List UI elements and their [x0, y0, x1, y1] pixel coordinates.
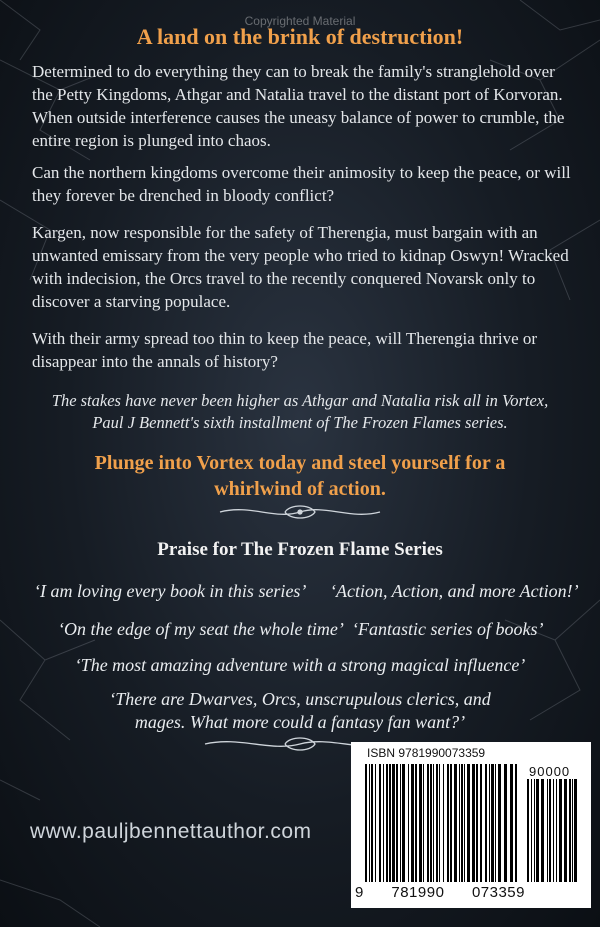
barcode-bar — [459, 764, 460, 882]
barcode-bar — [375, 764, 376, 882]
praise-title: Praise for The Frozen Flame Series — [157, 539, 443, 560]
review-quote-4: ‘Fantastic series of books’ — [352, 619, 544, 639]
barcode-bar — [439, 764, 440, 882]
barcode-bar — [549, 779, 551, 882]
review-quote-5: ‘The most amazing adventure with a strong magical influence’ — [74, 655, 526, 675]
barcode-bar — [467, 764, 470, 882]
review-quote-1: ‘I am loving every book in this series’ — [34, 581, 307, 601]
barcode-digits-right: 073359 — [471, 884, 525, 901]
barcode-bar — [402, 764, 405, 882]
barcode-bar — [371, 764, 373, 882]
barcode-bar — [572, 779, 573, 882]
barcode-bar — [556, 779, 557, 882]
headline: A land on the brink of destruction! — [136, 24, 464, 49]
barcode-bar — [480, 764, 482, 882]
barcode-bar — [559, 779, 562, 882]
barcode-bar — [379, 764, 381, 882]
blurb-paragraph-2: Can the northern kingdoms overcome their animosity to keep the peace, or will they forever be drenched in bloody conflict? — [32, 163, 571, 205]
barcode-bar — [564, 779, 567, 882]
flourish-ornament-top — [215, 500, 385, 524]
barcode-bar — [489, 764, 490, 882]
cta-line-2: whirlwind of action. — [214, 478, 386, 500]
barcode-bar — [365, 764, 367, 882]
barcode-bar — [553, 779, 554, 882]
barcode-bar — [408, 764, 409, 882]
barcode-bar — [534, 779, 535, 882]
barcode-bar — [510, 764, 513, 882]
barcode-bar — [383, 764, 384, 882]
review-quote-3: ‘On the edge of my seat the whole time’ — [58, 619, 344, 639]
barcode-bar — [485, 764, 487, 882]
cta-line-1: Plunge into Vortex today and steel yourself for a — [94, 452, 506, 474]
review-quote-6-line-1: ‘There are Dwarves, Orcs, unscrupulous clerics, and — [109, 689, 491, 709]
barcode-bar — [454, 764, 457, 882]
barcode-digits — [355, 884, 525, 901]
barcode-bar — [547, 779, 548, 882]
barcode-bar — [498, 764, 501, 882]
call-to-action — [40, 450, 560, 502]
barcode-bar — [536, 779, 539, 882]
barcode-bar — [504, 764, 507, 882]
barcode-bar — [419, 764, 422, 882]
barcode-bar — [527, 779, 529, 882]
addon-bars — [527, 779, 579, 882]
barcode-bar — [427, 764, 429, 882]
barcode-bar — [369, 764, 370, 882]
isbn-barcode — [351, 742, 591, 908]
series-note-line-1: The stakes have never been higher as Athgar and Natalia risk all in Vortex, — [51, 391, 549, 410]
barcode-digits-left: 781990 — [391, 884, 445, 901]
author-website: www.pauljbennettauthor.com — [30, 820, 312, 843]
barcode-bar — [411, 764, 414, 882]
barcode-bar — [443, 764, 444, 882]
review-quote-6-line-2: mages. What more could a fantasy fan want?’ — [134, 712, 466, 732]
barcode-bar — [461, 764, 463, 882]
barcode-bar — [396, 764, 398, 882]
barcode-bar — [389, 764, 391, 882]
barcode-bar — [400, 764, 401, 882]
review-quote-2: ‘Action, Action, and more Action!’ — [330, 581, 579, 601]
barcode-bar — [531, 779, 532, 882]
barcode-bar — [476, 764, 478, 882]
series-note-line-2: Paul J Bennett's sixth installment of The Frozen Flames series. — [92, 413, 508, 432]
barcode-bar — [423, 764, 424, 882]
blurb-paragraph-4: With their army spread too thin to keep the peace, will Therengia thrive or disappear into the annals of history? — [32, 329, 538, 371]
barcode-bar — [574, 779, 577, 882]
barcode-bar — [464, 764, 465, 882]
barcode-bar — [569, 779, 571, 882]
barcode-bar — [433, 764, 434, 882]
barcode-bar — [386, 764, 388, 882]
blurb-paragraph-3: Kargen, now responsible for the safety of Therengia, must bargain with an unwanted emissary from the very people who tried to kidnap Oswyn! Wracked with indecision, the Orcs travel to the recently conquered Novarsk only to discover a starving populace. — [32, 223, 569, 311]
ean13-bars — [365, 764, 517, 882]
barcode-bar — [491, 764, 494, 882]
barcode-bar — [495, 764, 496, 882]
barcode-bar — [450, 764, 452, 882]
barcode-bar — [447, 764, 449, 882]
price-code: 90000 — [529, 764, 571, 779]
blurb-paragraph-1: Determined to do everything they can to break the family's stranglehold over the Petty Kingdoms, Athgar and Natalia travel to the distant port of Korvoran. When outside interference causes the uneasy balance of power to crumble, the entire region is plunged into chaos. — [32, 62, 565, 150]
barcode-bar — [436, 764, 438, 882]
isbn-label: ISBN 9781990073359 — [367, 746, 486, 760]
barcode-bar — [515, 764, 517, 882]
copyright-watermark: Copyrighted Material — [244, 14, 356, 28]
barcode-bar — [392, 764, 395, 882]
barcode-bar — [472, 764, 475, 882]
barcode-bar — [541, 779, 544, 882]
barcode-digit-prefix: 9 — [355, 884, 364, 901]
barcode-bar — [415, 764, 417, 882]
barcode-bar — [430, 764, 432, 882]
series-note — [20, 390, 580, 434]
